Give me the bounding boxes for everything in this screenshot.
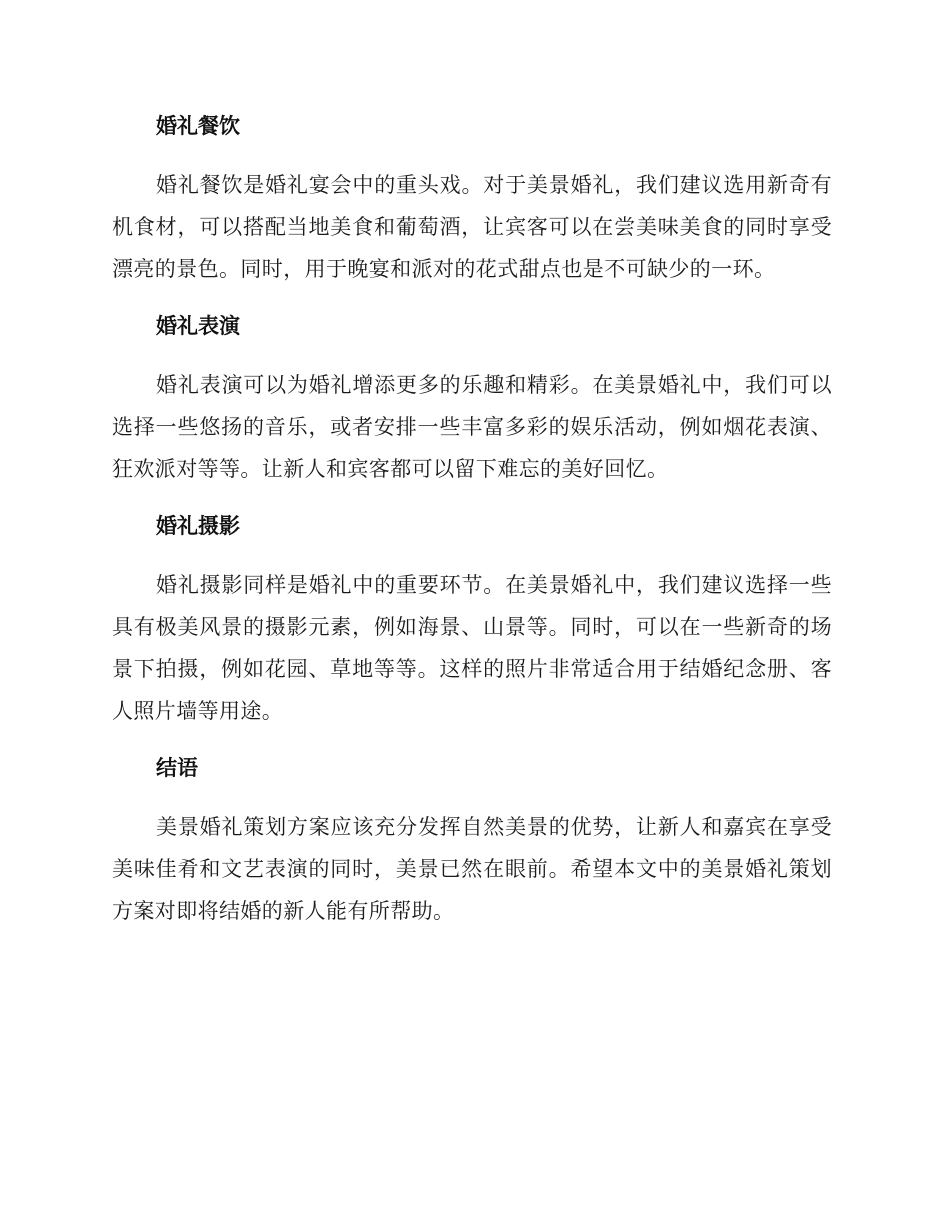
section-catering: [112, 110, 832, 290]
section-paragraph: 美景婚礼策划方案应该充分发挥自然美景的优势，让新人和嘉宾在享受美味佳肴和文艺表演的同时，美景已然在眼前。希望本文中的美景婚礼策划方案对即将结婚的新人能有所帮助。: [112, 815, 832, 923]
section-heading: 婚礼表演: [156, 314, 240, 338]
section-performance: [112, 310, 832, 490]
section-photography: [112, 510, 832, 732]
section-heading: 婚礼餐饮: [156, 114, 240, 138]
section-heading: 婚礼摄影: [156, 514, 240, 538]
section-paragraph: 婚礼餐饮是婚礼宴会中的重头戏。对于美景婚礼，我们建议选用新奇有机食材，可以搭配当地美食和葡萄酒，让宾客可以在尝美味美食的同时享受漂亮的景色。同时，用于晚宴和派对的花式甜点也是不可缺少的一环。: [112, 173, 832, 281]
section-paragraph: 婚礼摄影同样是婚礼中的重要环节。在美景婚礼中，我们建议选择一些具有极美风景的摄影元素，例如海景、山景等。同时，可以在一些新奇的场景下拍摄，例如花园、草地等等。这样的照片非常适合用于结婚纪念册、客人照片墙等用途。: [112, 573, 832, 723]
section-paragraph: 婚礼表演可以为婚礼增添更多的乐趣和精彩。在美景婚礼中，我们可以选择一些悠扬的音乐，或者安排一些丰富多彩的娱乐活动，例如烟花表演、狂欢派对等等。让新人和宾客都可以留下难忘的美好回忆。: [112, 373, 832, 481]
section-conclusion: [112, 752, 832, 932]
document-page: [112, 110, 832, 952]
section-heading: 结语: [156, 756, 198, 780]
